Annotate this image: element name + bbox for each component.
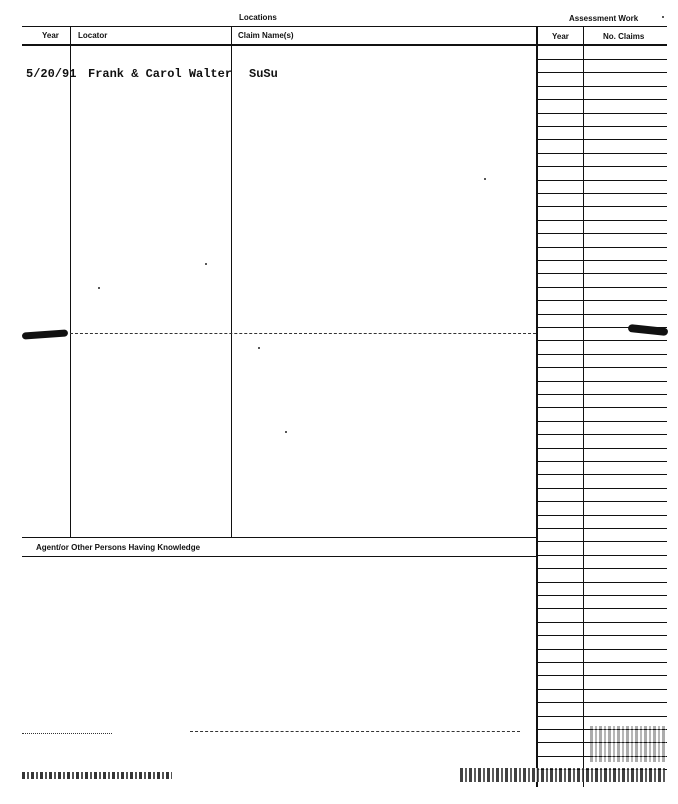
header-top-rule <box>22 26 667 27</box>
year-locator-divider <box>70 27 71 537</box>
assessment-row-rule <box>537 501 667 502</box>
claim-names-column-header: Claim Name(s) <box>238 31 294 40</box>
assessment-row-rule <box>537 139 667 140</box>
assessment-row-rule <box>537 180 667 181</box>
fold-line <box>70 333 536 335</box>
assessment-row-rule <box>537 622 667 623</box>
assessment-row-rule <box>537 394 667 395</box>
assessment-row-rule <box>537 649 667 650</box>
assessment-row-rule <box>537 340 667 341</box>
scan-dashes <box>190 731 520 733</box>
assessment-row-rule <box>537 675 667 676</box>
assessment-row-rule <box>537 582 667 583</box>
assessment-work-heading: Assessment Work <box>569 14 639 23</box>
entry-year: 5/20/91 <box>26 67 77 81</box>
assessment-row-rule <box>537 287 667 288</box>
locator-column-header: Locator <box>78 31 108 40</box>
assessment-row-rule <box>537 716 667 717</box>
entry-claim-name: SuSu <box>249 67 278 81</box>
assessment-row-rule <box>537 595 667 596</box>
assessment-row-rule <box>537 126 667 127</box>
entry-locator: Frank & Carol Walter <box>88 67 233 81</box>
assessment-row-rule <box>537 662 667 663</box>
assessment-row-rule <box>537 220 667 221</box>
scan-noise-corner <box>590 726 666 762</box>
assessment-row-rule <box>537 515 667 516</box>
assessment-row-rule <box>537 247 667 248</box>
assessment-row-rule <box>537 608 667 609</box>
header-bottom-rule <box>22 44 667 46</box>
assessment-row-rule <box>537 113 667 114</box>
agent-heading-rule <box>22 556 537 557</box>
assessment-row-rule <box>537 689 667 690</box>
assessment-row-rule <box>537 381 667 382</box>
assessment-row-rule <box>537 233 667 234</box>
assessment-row-rule <box>537 260 667 261</box>
assessment-row-rule <box>537 193 667 194</box>
assessment-row-rule <box>537 434 667 435</box>
scan-speck <box>205 263 207 265</box>
assessment-row-rule <box>537 59 667 60</box>
assessment-row-rule <box>537 421 667 422</box>
assessment-row-rule <box>537 153 667 154</box>
left-fold-mark <box>22 329 68 339</box>
assessment-row-rule <box>537 72 667 73</box>
locator-claim-divider <box>231 27 232 537</box>
assessment-row-rule <box>537 300 667 301</box>
scan-noise-left <box>22 772 172 779</box>
assessment-row-rule <box>537 354 667 355</box>
scan-dots <box>22 733 112 735</box>
scan-speck <box>258 347 260 349</box>
scan-speck <box>484 178 486 180</box>
assessment-row-rule <box>537 635 667 636</box>
scan-speck <box>98 287 100 289</box>
assessment-row-rule <box>537 541 667 542</box>
assessment-row-rule <box>537 568 667 569</box>
assessment-row-rule <box>537 488 667 489</box>
assessment-row-rule <box>537 314 667 315</box>
scan-speck <box>285 431 287 433</box>
assessment-row-rule <box>537 461 667 462</box>
assessment-row-rule <box>537 702 667 703</box>
assessment-year-column-header: Year <box>552 32 569 41</box>
locations-bottom-rule <box>22 537 537 538</box>
assessment-row-rule <box>537 528 667 529</box>
assessment-row-rule <box>537 407 667 408</box>
assessment-row-rule <box>537 448 667 449</box>
assessment-row-rule <box>537 367 667 368</box>
scan-speck <box>662 16 664 18</box>
scan-noise-right <box>460 768 665 782</box>
assessment-row-rule <box>537 555 667 556</box>
assessment-row-rule <box>537 86 667 87</box>
year-column-header: Year <box>42 31 59 40</box>
assessment-row-rule <box>537 166 667 167</box>
assessment-row-rule <box>537 273 667 274</box>
locations-heading: Locations <box>239 13 277 22</box>
assessment-row-rule <box>537 474 667 475</box>
right-fold-mark <box>628 324 669 336</box>
agent-heading: Agent/or Other Persons Having Knowledge <box>36 543 201 552</box>
no-claims-column-header: No. Claims <box>603 32 645 41</box>
assessment-row-rule <box>537 99 667 100</box>
assessment-row-rule <box>537 206 667 207</box>
